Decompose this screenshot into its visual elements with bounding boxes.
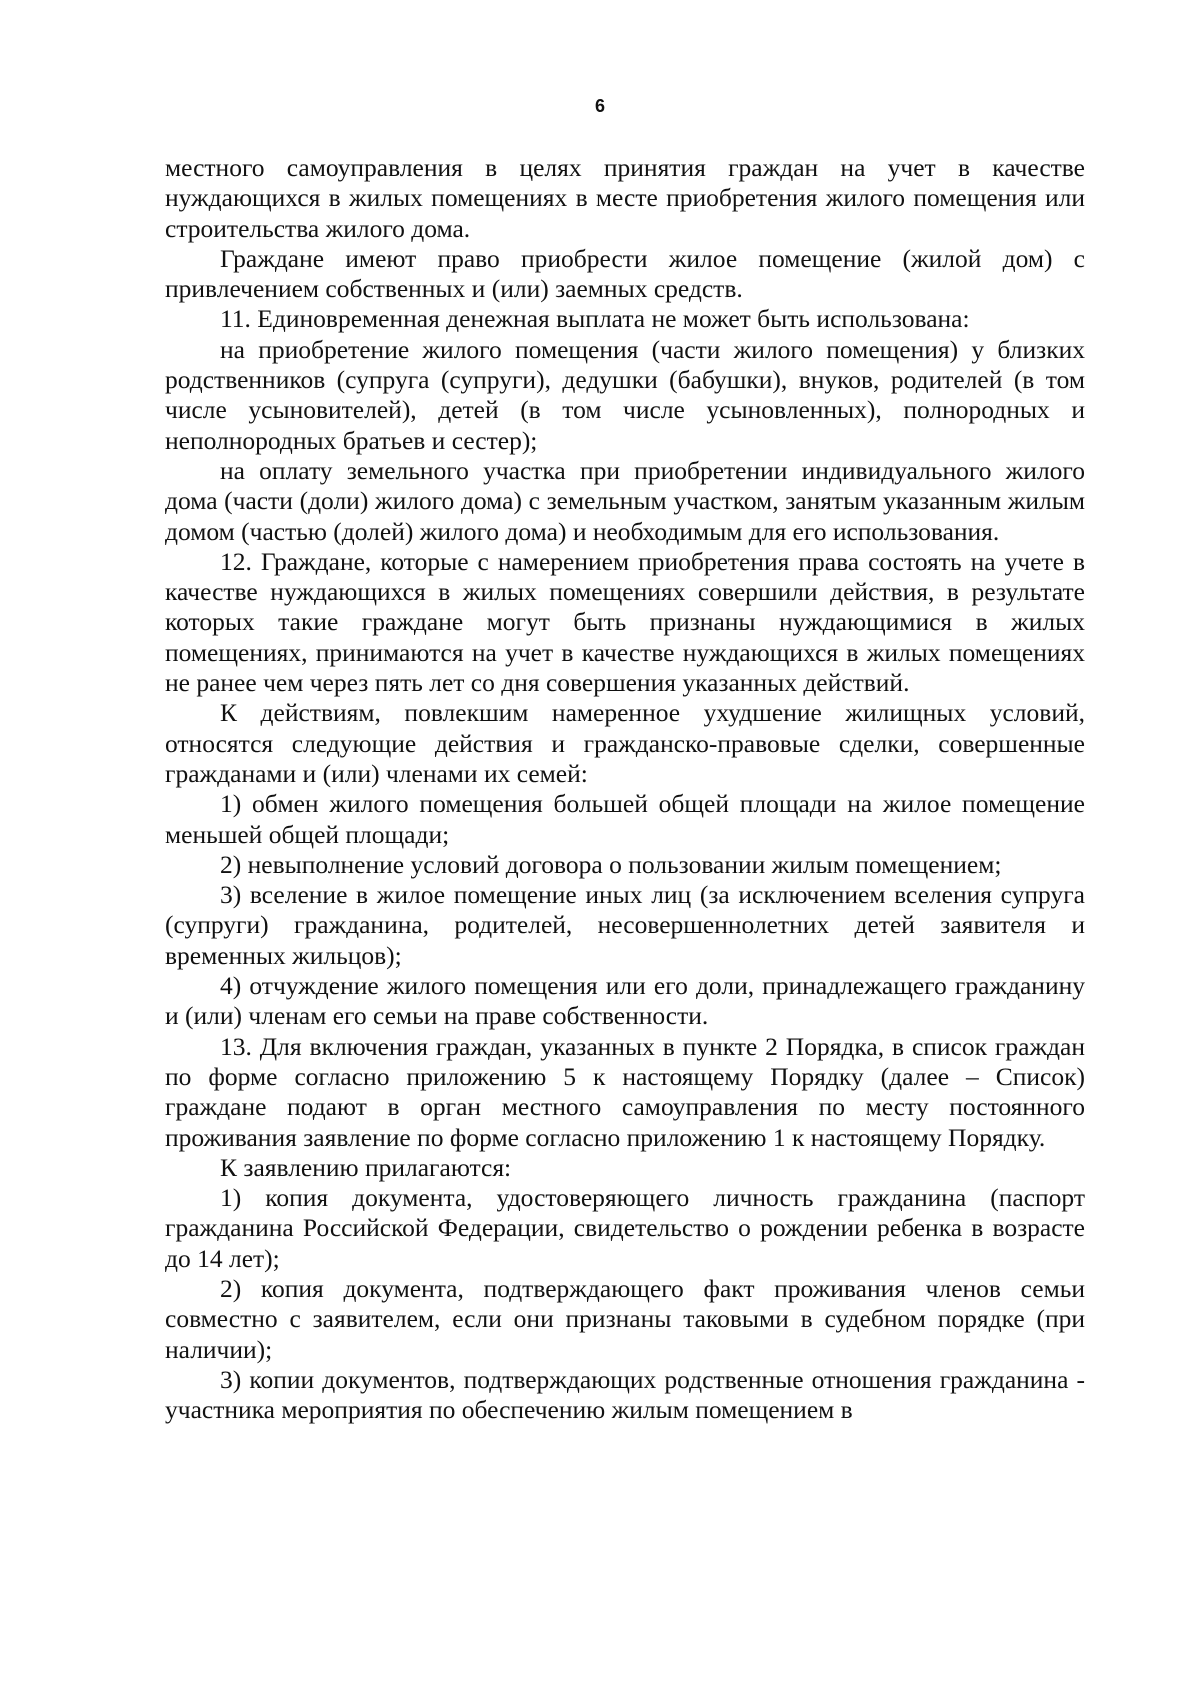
clause-13: 13. Для включения граждан, указанных в пункте 2 Порядка, в список граждан по форме согласно приложению 5 к настоящему Порядку (далее – Список) граждане подают в орган местного самоуправления по месту постоянного проживания заявление по форме согласно приложению 1 к настоящему Порядку. [165, 1031, 1085, 1152]
clause-13-attachments-intro: К заявлению прилагаются: [220, 1152, 512, 1182]
clause-13-item-2: 2) копия документа, подтверждающего факт проживания членов семьи совместно с заявителем, если они признаны таковыми в судебном порядке (при наличии); [165, 1273, 1085, 1364]
clause-12: 12. Граждане, которые с намерением приобретения права состоять на учете в качестве нуждающихся в жилых помещениях совершили действия, в результате которых такие граждане могут быть признаны нуждающимися в жилых помещениях, принимаются на учет в качестве нуждающихся в жилых помещениях не ранее чем через пять лет со дня совершения указанных действий. [165, 546, 1085, 698]
clause-12-item-1: 1) обмен жилого помещения большей общей площади на жилое помещение меньшей общей площади; [165, 789, 1085, 849]
clause-11-item-land: на оплату земельного участка при приобретении индивидуального жилого дома (части (доли) жилого дома) с земельным участком, занятым указанным жилым домом (частью (долей) жилого дома) и необходимым для его использования. [165, 455, 1085, 546]
clause-11: 11. Единовременная денежная выплата не может быть использована: [220, 304, 970, 334]
clause-11-item-relatives: на приобретение жилого помещения (части жилого помещения) у близких родственников (супруга (супруги), дедушки (бабушки), внуков, родителей (в том числе усыновителей), детей (в том числе усыновленных), полнородных и неполнородных братьев и сестер); [165, 334, 1085, 455]
document-body [165, 153, 1085, 1425]
page-number: 6 [594, 96, 605, 116]
clause-12-item-4: 4) отчуждение жилого помещения или его доли, принадлежащего гражданину и (или) членам его семьи на праве собственности. [165, 971, 1085, 1031]
clause-13-item-3: 3) копии документов, подтверждающих родственные отношения гражданина - участника мероприятия по обеспечению жилым помещением в [165, 1364, 1085, 1425]
paragraph-own-funds: Граждане имеют право приобрести жилое помещение (жилой дом) с привлечением собственных и (или) заемных средств. [165, 243, 1085, 304]
clause-13-item-1: 1) копия документа, удостоверяющего личность гражданина (паспорт гражданина Российской Федерации, свидетельство о рождении ребенка в возрасте до 14 лет); [165, 1183, 1085, 1273]
clause-12-actions-intro: К действиям, повлекшим намеренное ухудшение жилищных условий, относятся следующие действия и гражданско-правовые сделки, совершенные гражданами и (или) членами их семей: [165, 698, 1085, 788]
clause-12-item-2: 2) невыполнение условий договора о пользовании жилым помещением; [220, 849, 1002, 879]
paragraph-continuation: местного самоуправления в целях принятия граждан на учет в качестве нуждающихся в жилых помещениях в месте приобретения жилого помещения или строительства жилого дома. [165, 153, 1085, 243]
clause-12-item-3: 3) вселение в жилое помещение иных лиц (за исключением вселения супруга (супруги) гражданина, родителей, несовершеннолетних детей заявителя и временных жильцов); [165, 880, 1085, 970]
